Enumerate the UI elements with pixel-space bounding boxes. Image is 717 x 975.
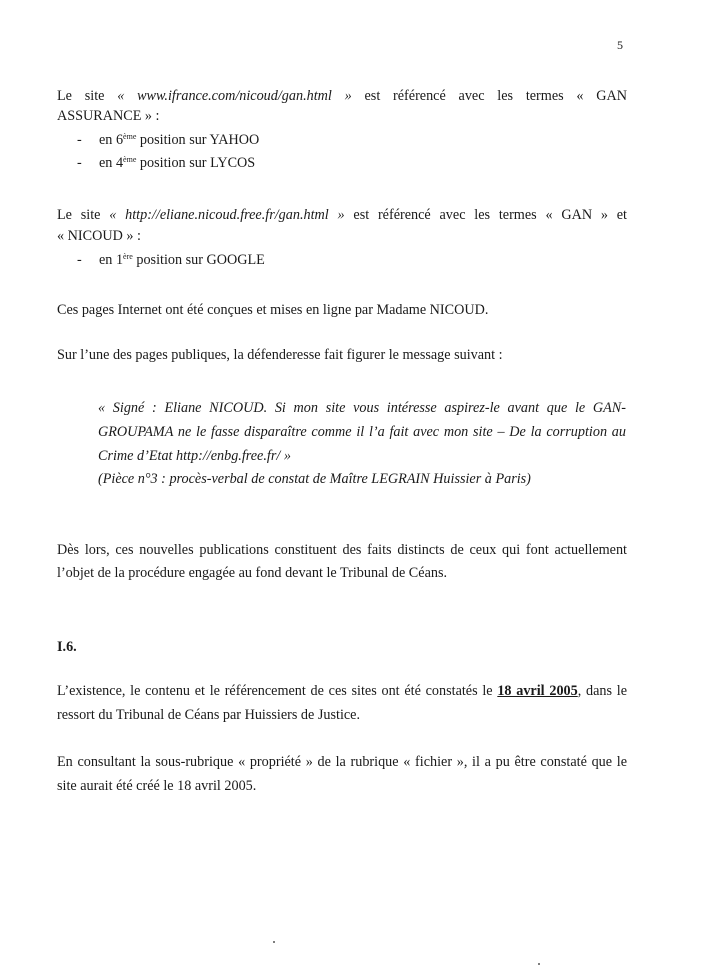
text: L’existence, le contenu et le référencement de ces sites ont été constatés le bbox=[57, 683, 498, 699]
list-item bbox=[77, 153, 255, 173]
superscript: ère bbox=[123, 252, 133, 261]
list-item bbox=[77, 130, 259, 150]
section-heading: I.6. bbox=[57, 639, 77, 655]
text: en 6 bbox=[99, 132, 124, 148]
paragraph-message-intro: Sur l’une des pages publiques, la défenderesse fait figurer le message suivant : bbox=[57, 347, 503, 363]
text: est référencé avec les termes « GAN » et bbox=[353, 207, 627, 223]
highlighted-date: 18 avril 2005 bbox=[497, 683, 578, 699]
paragraph-line: ressort du Tribunal de Céans par Huissiers de Justice. bbox=[57, 707, 361, 723]
scan-speck bbox=[538, 963, 540, 965]
text: en 4 bbox=[99, 155, 124, 171]
paragraph-line: ASSURANCE » : bbox=[57, 108, 160, 124]
paragraph-consultation: En consultant la sous-rubrique « propriété » de la rubrique « fichier », il a pu être constaté que le bbox=[57, 754, 627, 770]
paragraph-line: « NICOUD » : bbox=[57, 228, 141, 244]
text: position sur LYCOS bbox=[136, 155, 256, 171]
paragraph-conclusion: Dès lors, ces nouvelles publications constituent des faits distincts de ceux qui font actuellement bbox=[57, 542, 627, 558]
paragraph-site-free bbox=[57, 205, 627, 225]
paragraph-site-ifrance bbox=[57, 86, 627, 106]
paragraph-existence bbox=[57, 681, 627, 701]
paragraph-line: l’objet de la procédure engagée au fond devant le Tribunal de Céans. bbox=[57, 565, 448, 581]
site-url: « http://eliane.nicoud.free.fr/gan.html » bbox=[109, 207, 345, 223]
paragraph-line: site aurait été créé le 18 avril 2005. bbox=[57, 778, 257, 794]
scan-speck bbox=[273, 941, 275, 943]
dash-bullet-icon: - bbox=[77, 252, 82, 268]
paragraph-pages-internet: Ces pages Internet ont été conçues et mises en ligne par Madame NICOUD. bbox=[57, 302, 489, 318]
list-item bbox=[77, 250, 265, 270]
site-url: « www.ifrance.com/nicoud/gan.html » bbox=[117, 88, 352, 104]
page-number: 5 bbox=[617, 38, 623, 52]
text: , dans le bbox=[577, 683, 627, 699]
quote-line: GROUPAMA ne le fasse disparaître comme il l’a fait avec mon site – De la corruption au bbox=[98, 424, 626, 440]
text: Le site bbox=[57, 207, 110, 223]
text: position sur YAHOO bbox=[136, 132, 260, 148]
dash-bullet-icon: - bbox=[77, 132, 82, 148]
superscript: ème bbox=[123, 132, 137, 141]
text: est référencé avec les termes « GAN bbox=[364, 88, 627, 104]
exhibit-reference: (Pièce n°3 : procès-verbal de constat de Maître LEGRAIN Huissier à Paris) bbox=[98, 471, 531, 487]
quote-line: Crime d’Etat http://enbg.free.fr/ » bbox=[98, 448, 291, 464]
dash-bullet-icon: - bbox=[77, 155, 82, 171]
text: position sur GOOGLE bbox=[132, 252, 265, 268]
quote-line: « Signé : Eliane NICOUD. Si mon site vous intéresse aspirez-le avant que le GAN- bbox=[98, 400, 626, 416]
text: Le site bbox=[57, 88, 118, 104]
text: en 1 bbox=[99, 252, 124, 268]
superscript: ème bbox=[123, 155, 137, 164]
